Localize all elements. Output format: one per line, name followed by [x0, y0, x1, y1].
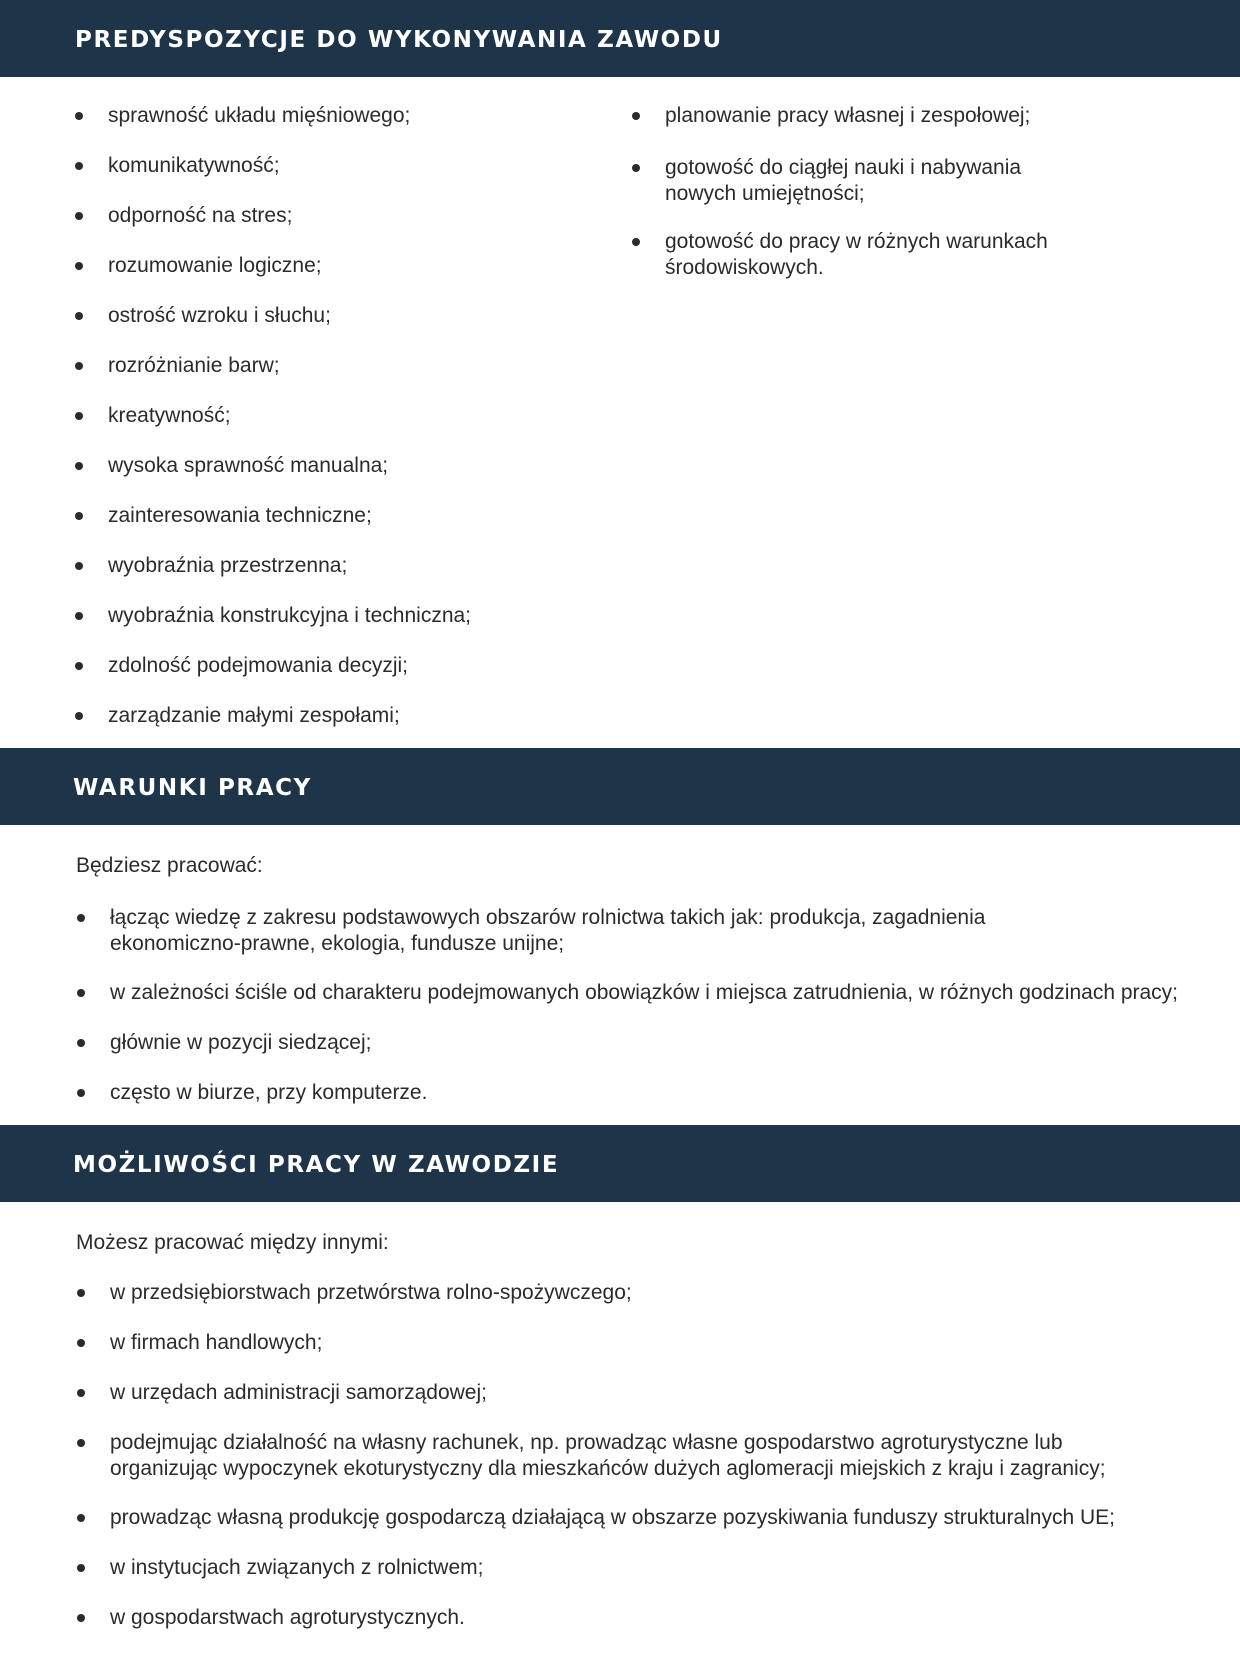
list-item: rozróżnianie barw; [108, 353, 280, 379]
bullet-icon [75, 662, 83, 670]
bullet-icon [77, 1439, 85, 1447]
bullet-icon [75, 212, 83, 220]
bullet-icon [77, 1339, 85, 1347]
section-header-mozliwosci-pracy [0, 1125, 1240, 1202]
list-item: gotowość do pracy w różnych warunkach środowiskowych. [665, 229, 1185, 281]
list-item: w przedsiębiorstwach przetwórstwa rolno-spożywczego; [110, 1280, 632, 1306]
list-item: podejmując działalność na własny rachunek, np. prowadząc własne gospodarstwo agroturystyczne lub organizując wypoczynek ekoturystyczny dla mieszkańców dużych aglomeracji miejskich z kraju i zagranicy; [110, 1430, 1110, 1482]
bullet-icon [75, 512, 83, 520]
list-item: wyobraźnia przestrzenna; [108, 553, 347, 579]
section-title: PREDYSPOZYCJE DO WYKONYWANIA ZAWODU [75, 27, 723, 53]
bullet-icon [75, 262, 83, 270]
list-item: odporność na stres; [108, 203, 292, 229]
bullet-icon [632, 164, 640, 172]
bullet-icon [632, 238, 640, 246]
bullet-icon [75, 712, 83, 720]
list-item: kreatywność; [108, 403, 231, 429]
list-item: w instytucjach związanych z rolnictwem; [110, 1555, 483, 1581]
section-header-warunki-pracy [0, 748, 1240, 825]
list-item: zainteresowania techniczne; [108, 503, 372, 529]
list-item: planowanie pracy własnej i zespołowej; [665, 103, 1135, 129]
bullet-icon [75, 112, 83, 120]
bullet-icon [75, 362, 83, 370]
list-item: często w biurze, przy komputerze. [110, 1080, 427, 1106]
bullet-icon [77, 1389, 85, 1397]
list-item: zdolność podejmowania decyzji; [108, 653, 408, 679]
list-item: zarządzanie małymi zespołami; [108, 703, 400, 729]
section-header-predyspozycje [0, 0, 1240, 77]
list-item: ostrość wzroku i słuchu; [108, 303, 331, 329]
bullet-icon [75, 562, 83, 570]
bullet-icon [77, 1614, 85, 1622]
bullet-icon [75, 462, 83, 470]
list-item: głównie w pozycji siedzącej; [110, 1030, 371, 1056]
section-intro: Możesz pracować między innymi: [76, 1231, 389, 1254]
bullet-icon [75, 612, 83, 620]
bullet-icon [75, 412, 83, 420]
section-intro: Będziesz pracować: [76, 854, 263, 877]
list-item: w zależności ściśle od charakteru podejmowanych obowiązków i miejsca zatrudnienia, w różnych godzinach pracy; [110, 980, 1210, 1006]
bullet-icon [75, 312, 83, 320]
list-item: w gospodarstwach agroturystycznych. [110, 1605, 465, 1631]
bullet-icon [77, 1289, 85, 1297]
list-item: rozumowanie logiczne; [108, 253, 322, 279]
list-item: w firmach handlowych; [110, 1330, 322, 1356]
bullet-icon [77, 1514, 85, 1522]
list-item: sprawność układu mięśniowego; [108, 103, 410, 129]
bullet-icon [77, 989, 85, 997]
list-item: gotowość do ciągłej nauki i nabywania nowych umiejętności; [665, 155, 1095, 207]
section-title: MOŻLIWOŚCI PRACY W ZAWODZIE [73, 1152, 560, 1178]
section-title: WARUNKI PRACY [73, 775, 312, 801]
bullet-icon [77, 914, 85, 922]
list-item: wysoka sprawność manualna; [108, 453, 388, 479]
bullet-icon [632, 112, 640, 120]
list-item: łącząc wiedzę z zakresu podstawowych obszarów rolnictwa takich jak: produkcja, zagadnienia ekonomiczno-prawne, ekologia, fundusze unijne; [110, 905, 1120, 957]
bullet-icon [77, 1039, 85, 1047]
list-item: prowadząc własną produkcję gospodarczą działającą w obszarze pozyskiwania funduszy strukturalnych UE; [110, 1505, 1210, 1531]
list-item: w urzędach administracji samorządowej; [110, 1380, 487, 1406]
bullet-icon [77, 1564, 85, 1572]
list-item: komunikatywność; [108, 153, 280, 179]
bullet-icon [75, 162, 83, 170]
list-item: wyobraźnia konstrukcyjna i techniczna; [108, 603, 471, 629]
bullet-icon [77, 1089, 85, 1097]
